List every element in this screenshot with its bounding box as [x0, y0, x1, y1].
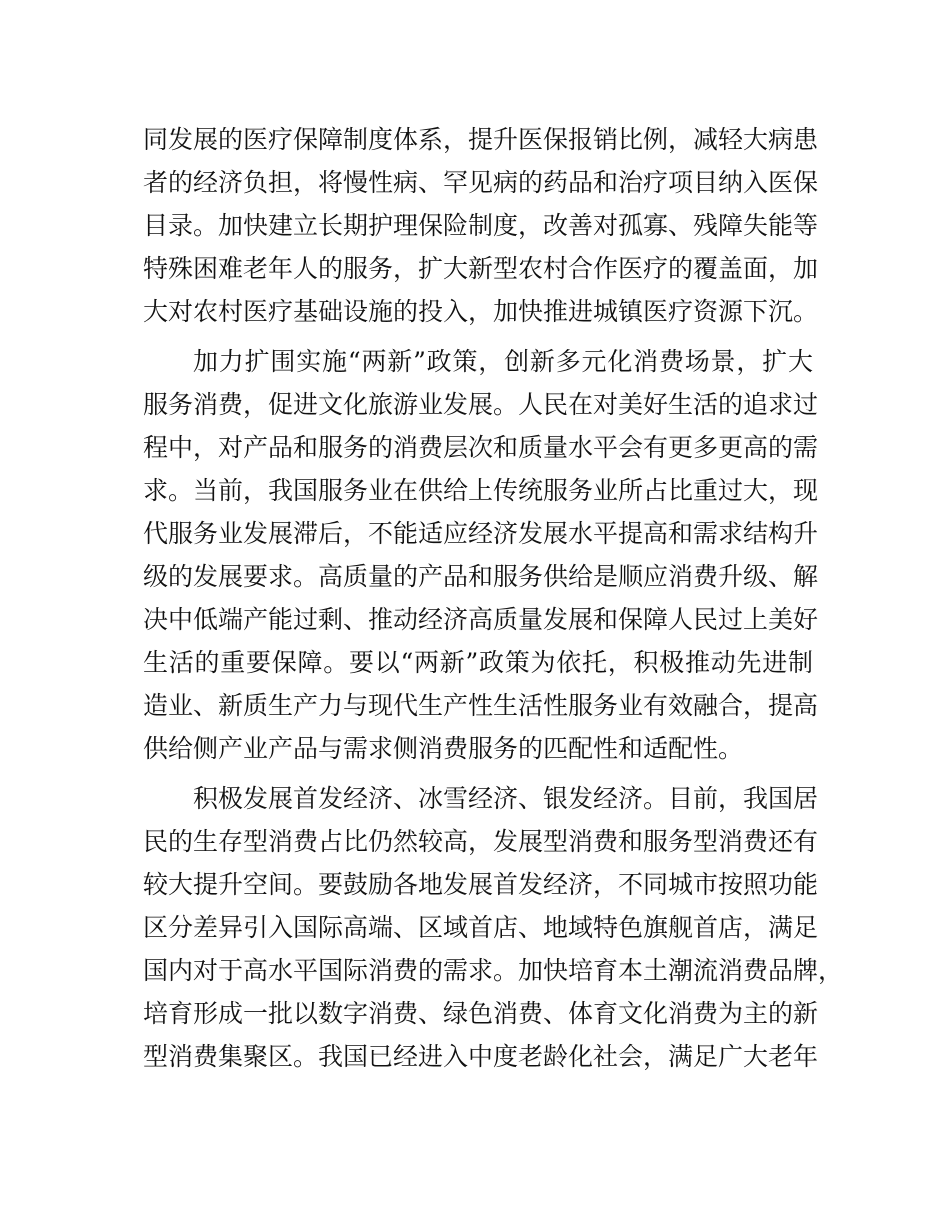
text-line: 求。当前，我国服务业在供给上传统服务业所占比重过大，现 [143, 476, 819, 505]
paragraph [143, 777, 844, 1078]
text-line: 同发展的医疗保障制度体系，提升医保报销比例，减轻大病患 [143, 125, 819, 154]
text-line: 国内对于高水平国际消费的需求。加快培育本土潮流消费品牌， [143, 956, 844, 985]
paragraph [143, 340, 819, 770]
text-line: 特殊困难老年人的服务，扩大新型农村合作医疗的覆盖面，加 [143, 254, 819, 283]
text-line: 加力扩围实施“两新”政策，创新多元化消费场景，扩大 [193, 347, 813, 376]
text-line: 服务消费，促进文化旅游业发展。人民在对美好生活的追求过 [143, 390, 819, 419]
text-line: 大对农村医疗基础设施的投入，加快推进城镇医疗资源下沉。 [143, 297, 819, 326]
text-line: 生活的重要保障。要以“两新”政策为依托，积极推动先进制 [143, 648, 813, 677]
text-line: 决中低端产能过剩、推动经济高质量发展和保障人民过上美好 [143, 605, 819, 634]
text-line: 代服务业发展滞后，不能适应经济发展水平提高和需求结构升 [143, 519, 819, 548]
text-line: 较大提升空间。要鼓励各地发展首发经济，不同城市按照功能 [143, 870, 819, 899]
text-line: 供给侧产业产品与需求侧消费服务的匹配性和适配性。 [143, 734, 744, 763]
text-line: 区分差异引入国际高端、区域首店、地域特色旗舰首店，满足 [143, 913, 819, 942]
text-line: 培育形成一批以数字消费、绿色消费、体育文化消费为主的新 [143, 999, 819, 1028]
text-line: 造业、新质生产力与现代生产性生活性服务业有效融合，提高 [143, 691, 819, 720]
text-line: 民的生存型消费占比仍然较高，发展型消费和服务型消费还有 [143, 827, 819, 856]
text-line: 目录。加快建立长期护理保险制度，改善对孤寡、残障失能等 [143, 211, 819, 240]
text-line: 积极发展首发经济、冰雪经济、银发经济。目前，我国居 [193, 784, 819, 813]
document-body [143, 118, 844, 1078]
text-line: 型消费集聚区。我国已经进入中度老龄化社会，满足广大老年 [143, 1042, 819, 1071]
text-line: 者的经济负担，将慢性病、罕见病的药品和治疗项目纳入医保 [143, 168, 819, 197]
text-line: 程中，对产品和服务的消费层次和质量水平会有更多更高的需 [143, 433, 819, 462]
paragraph [143, 118, 819, 333]
text-line: 级的发展要求。高质量的产品和服务供给是顺应消费升级、解 [143, 562, 819, 591]
